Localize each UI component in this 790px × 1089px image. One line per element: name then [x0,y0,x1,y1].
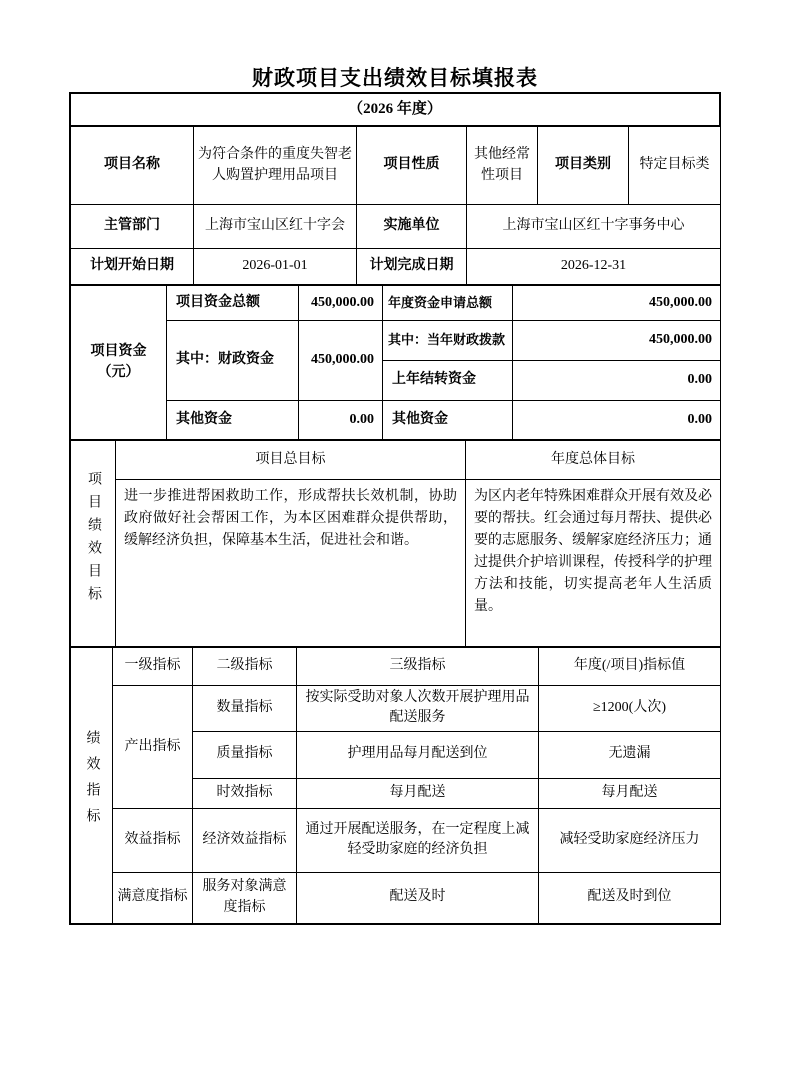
project-nature-value: 其他经常性项目 [467,127,538,205]
indicator-value: 配送及时到位 [539,872,721,923]
annual-request-value: 450,000.00 [513,286,721,321]
project-category-value: 特定目标类 [629,127,721,205]
indicator-level3: 护理用品每月配送到位 [297,731,539,778]
indicator-level2: 时效指标 [193,778,297,808]
project-nature-label: 项目性质 [357,127,467,205]
year-label: （2026 年度） [71,94,720,126]
header-value: 年度(/项目)指标值 [539,648,721,686]
table-row [71,808,721,872]
dept-label: 主管部门 [71,205,194,249]
fiscal-funds-label: 其中：财政资金 [167,321,299,401]
table-row [71,127,721,205]
indicator-value: ≥1200(人次) [539,686,721,732]
annual-goal-header: 年度总体目标 [466,441,721,480]
indicator-level3: 按实际受助对象人次数开展护理用品配送服务 [297,686,539,732]
end-date-label: 计划完成日期 [357,249,467,285]
year-banner [70,93,720,126]
goals-section-label [71,441,116,647]
fiscal-funds-value: 450,000.00 [299,321,383,401]
indicator-level2: 服务对象满意度指标 [193,872,297,923]
annual-goal-text: 为区内老年特殊困难群众开展有效及必要的帮扶。红会通过每月帮扶、提供必要的志愿服务、缓解家庭经济压力；通过提供介护培训课程，传授科学的护理方法和技能，切实提高老年人生活质量。 [466,480,721,647]
funding-section [70,285,721,440]
current-grant-label: 其中：当年财政拨款 [383,321,513,361]
indicator-level2: 质量指标 [193,731,297,778]
header-level1: 一级指标 [113,648,193,686]
funding-total-label: 项目资金总额 [167,286,299,321]
unit-label: 实施单位 [357,205,467,249]
other-funds-right-label: 其他资金 [383,401,513,440]
indicators-section-label-text: 绩效指标 [84,729,100,834]
start-date-label: 计划开始日期 [71,249,194,285]
indicator-level3: 配送及时 [297,872,539,923]
indicators-section-label [71,648,113,924]
header-level2: 二级指标 [193,648,297,686]
other-funds-left-label: 其他资金 [167,401,299,440]
indicator-level3: 每月配送 [297,778,539,808]
table-row [71,480,721,647]
table-row [71,249,721,285]
annual-request-label: 年度资金申请总额 [383,286,513,321]
table-row [71,872,721,923]
table-row [71,686,721,732]
unit-value: 上海市宝山区红十字事务中心 [467,205,721,249]
header-level3: 三级指标 [297,648,539,686]
carryover-label: 上年结转资金 [383,361,513,401]
project-goal-header: 项目总目标 [116,441,466,480]
indicator-level1-output: 产出指标 [113,686,193,809]
indicator-level2: 数量指标 [193,686,297,732]
indicator-level1-benefit: 效益指标 [113,808,193,872]
table-row [71,648,721,686]
project-name-label: 项目名称 [71,127,194,205]
table-row [71,286,721,321]
indicator-level3: 通过开展配送服务，在一定程度上减轻受助家庭的经济负担 [297,808,539,872]
indicators-section [70,647,721,924]
funding-section-label: 项目资金（元） [71,286,167,440]
table-row [71,401,721,440]
project-goal-text: 进一步推进帮困救助工作，形成帮扶长效机制，协助政府做好社会帮困工作，为本区困难群众提供帮助，缓解经济负担，保障基本生活，促进社会和谐。 [116,480,466,647]
table-row [71,205,721,249]
indicator-level2: 经济效益指标 [193,808,297,872]
start-date-value: 2026-01-01 [194,249,357,285]
project-category-label: 项目类别 [538,127,629,205]
funding-total-value: 450,000.00 [299,286,383,321]
current-grant-value: 450,000.00 [513,321,721,361]
table-row [71,321,721,361]
indicator-value: 减轻受助家庭经济压力 [539,808,721,872]
other-funds-right-value: 0.00 [513,401,721,440]
end-date-value: 2026-12-31 [467,249,721,285]
indicator-value: 每月配送 [539,778,721,808]
dept-value: 上海市宝山区红十字会 [194,205,357,249]
other-funds-left-value: 0.00 [299,401,383,440]
carryover-value: 0.00 [513,361,721,401]
goals-section [70,440,721,647]
table-row [71,441,721,480]
project-name-value: 为符合条件的重度失智老人购置护理用品项目 [194,127,357,205]
page-title: 财政项目支出绩效目标填报表 [252,66,538,90]
indicator-level1-satisfaction: 满意度指标 [113,872,193,923]
performance-target-table [69,92,721,925]
goals-section-label-text: 项目绩效目标 [86,470,101,609]
indicator-value: 无遗漏 [539,731,721,778]
basic-info-section [70,126,721,285]
